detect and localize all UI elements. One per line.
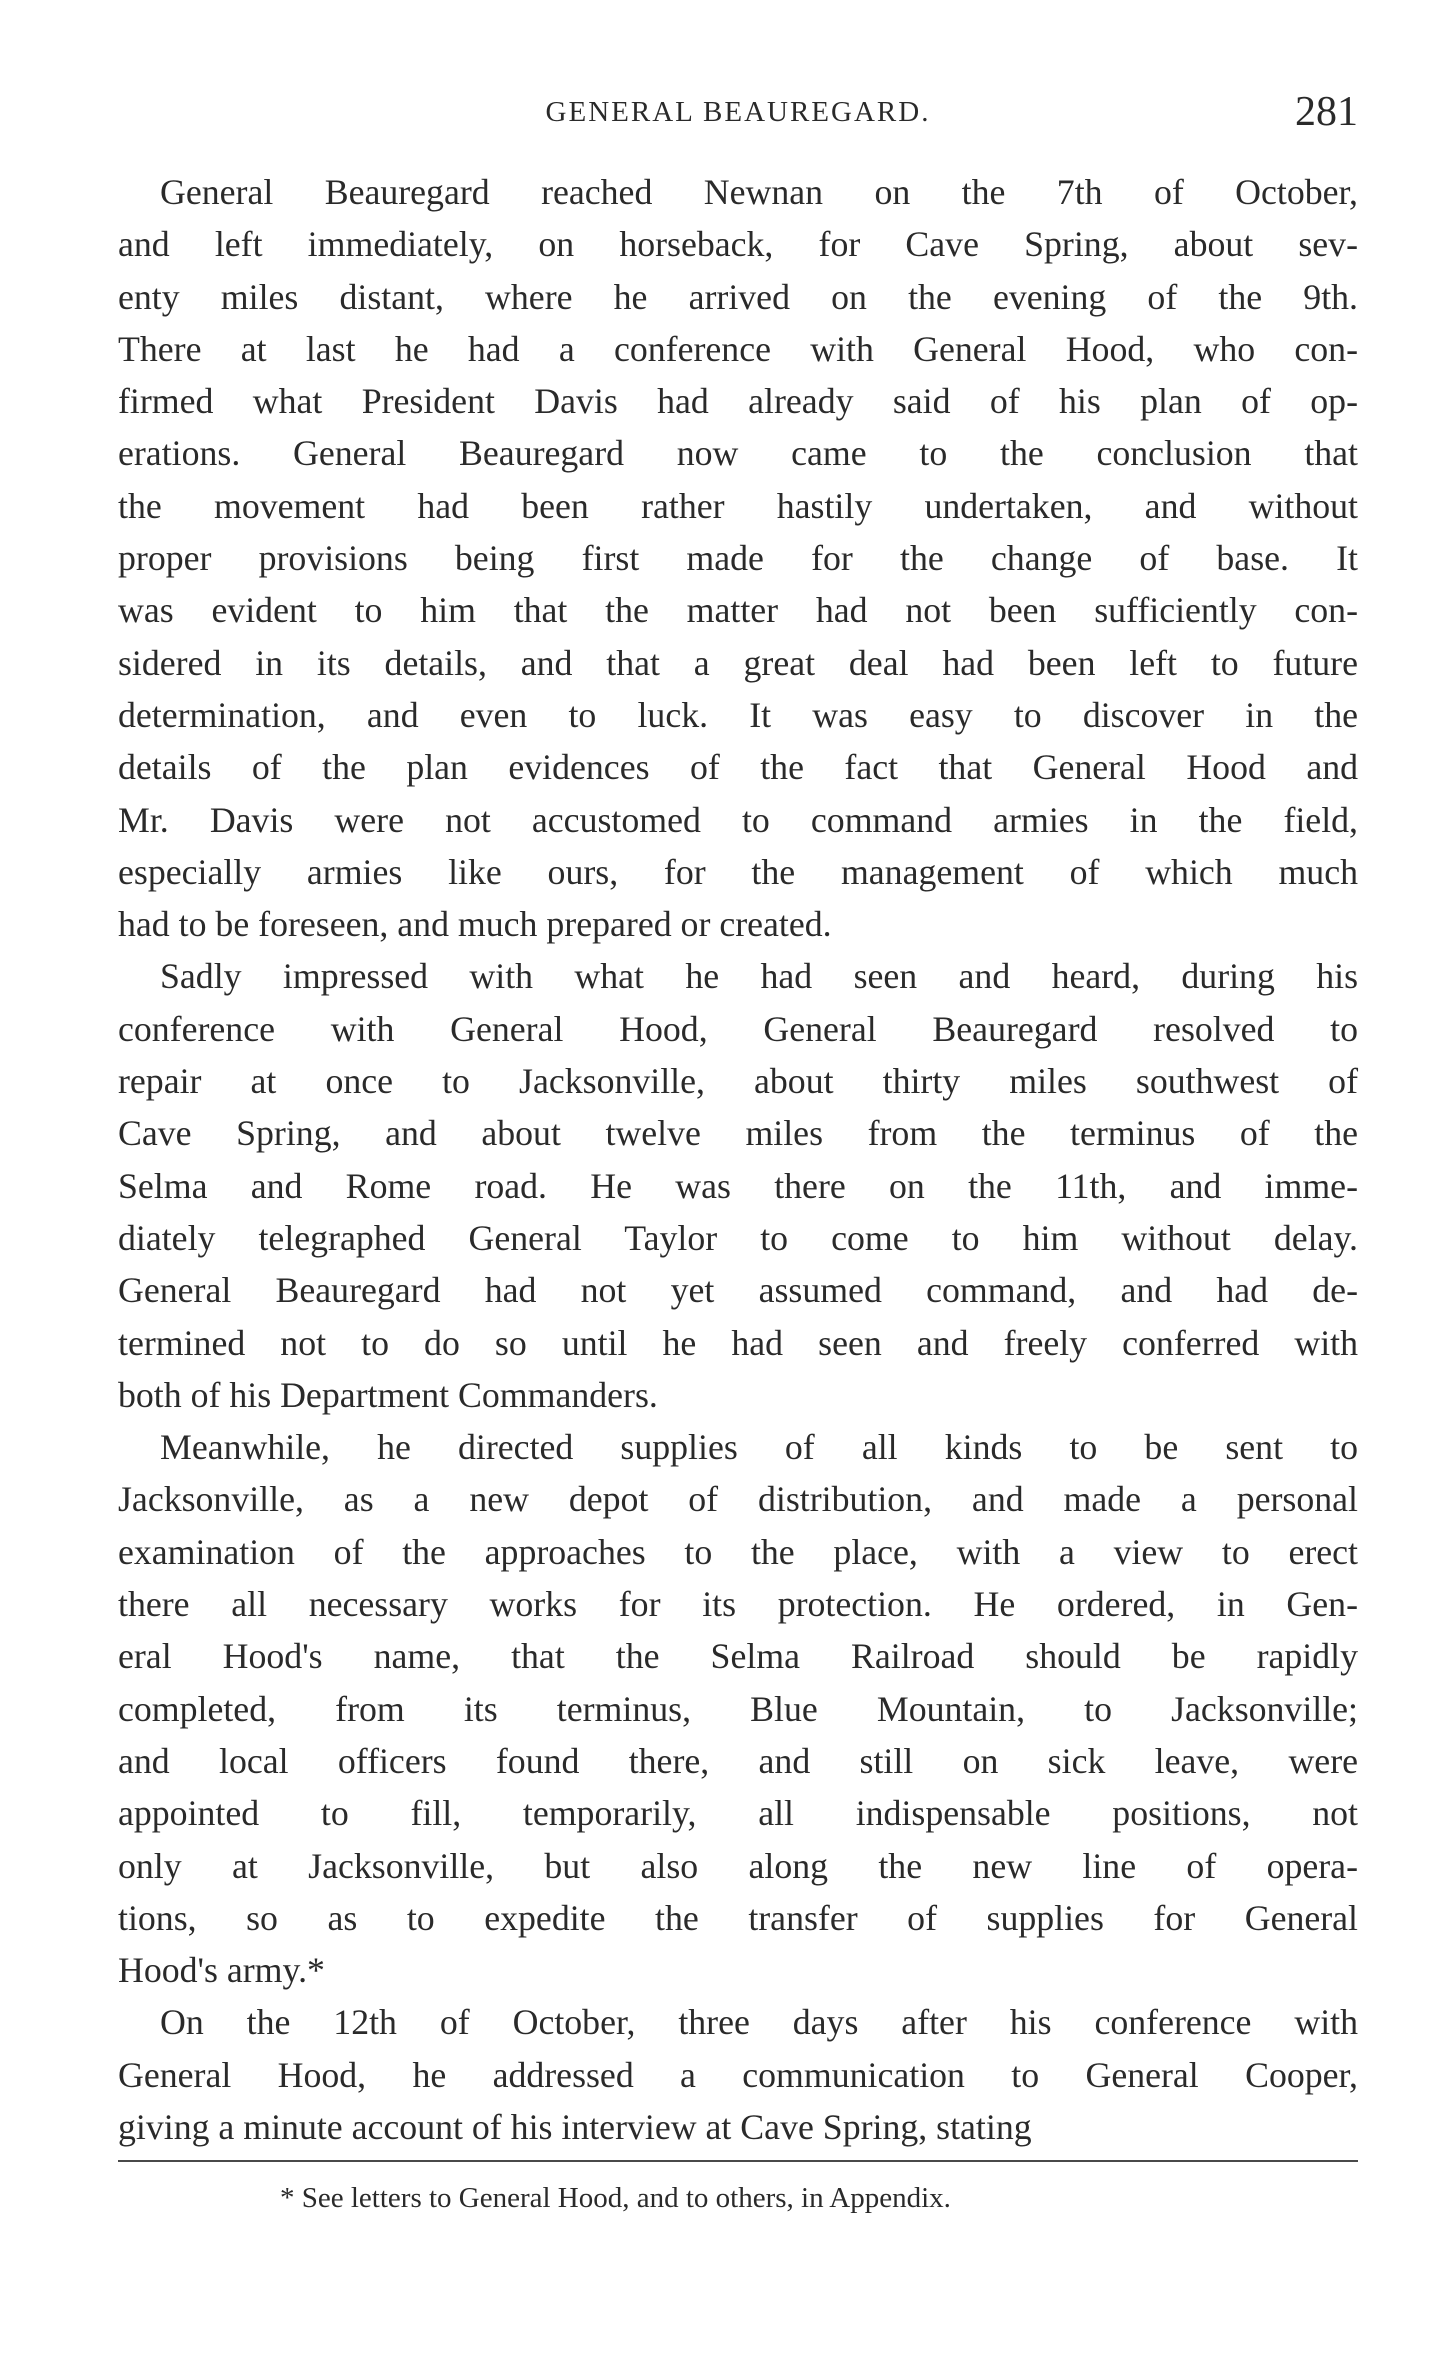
text-line: proper provisions being first made for the change of base. It	[118, 538, 1358, 579]
text-line: General Beauregard had not yet assumed command, and had de-	[118, 1270, 1358, 1311]
text-line: Selma and Rome road. He was there on the 11th, and imme-	[118, 1165, 1358, 1206]
text-line: only at Jacksonville, but also along the new line of opera-	[118, 1845, 1358, 1886]
text-line: Jacksonville, as a new depot of distribution, and made a personal	[118, 1479, 1358, 1520]
text-line: completed, from its terminus, Blue Mountain, to Jacksonville;	[118, 1688, 1358, 1729]
running-title: GENERAL BEAUREGARD.	[545, 96, 931, 128]
text-line: eral Hood's name, that the Selma Railroad should be rapidly	[118, 1636, 1358, 1677]
text-line: There at last he had a conference with General Hood, who con-	[118, 328, 1358, 369]
text-line: General Beauregard reached Newnan on the 7th of October,	[160, 172, 1358, 212]
text-line: firmed what President Davis had already said of his plan of op-	[118, 381, 1358, 422]
text-line: Sadly impressed with what he had seen and heard, during his	[160, 956, 1358, 997]
text-line: repair at once to Jacksonville, about thirty miles southwest of	[118, 1061, 1358, 1102]
text-line: Mr. Davis were not accustomed to command armies in the field,	[118, 799, 1358, 840]
paragraph	[118, 166, 1358, 950]
paragraph	[118, 1421, 1358, 1996]
body-text	[118, 166, 1358, 2153]
text-line: examination of the approaches to the place, with a view to erect	[118, 1531, 1358, 1572]
text-line: General Hood, he addressed a communication to General Cooper,	[118, 2054, 1358, 2095]
text-line: determination, and even to luck. It was easy to discover in the	[118, 694, 1358, 735]
text-line: and left immediately, on horseback, for Cave Spring, about sev-	[118, 224, 1358, 265]
running-head	[118, 89, 1358, 140]
text-line: enty miles distant, where he arrived on the evening of the 9th.	[118, 276, 1358, 317]
text-line: diately telegraphed General Taylor to come to him without delay.	[118, 1217, 1358, 1258]
text-line: Cave Spring, and about twelve miles from the terminus of the	[118, 1113, 1358, 1154]
text-line: there all necessary works for its protection. He ordered, in Gen-	[118, 1584, 1358, 1625]
text-line: Meanwhile, he directed supplies of all kinds to be sent to	[160, 1427, 1358, 1468]
text-line: sidered in its details, and that a great deal had been left to future	[118, 642, 1358, 683]
text-line: and local officers found there, and still on sick leave, were	[118, 1740, 1358, 1781]
footnote: * See letters to General Hood, and to others, in Appendix.	[280, 2182, 951, 2214]
text-line: On the 12th of October, three days after his conference with	[160, 2002, 1358, 2043]
paragraph	[118, 1996, 1358, 2153]
page-number: 281	[1295, 89, 1358, 135]
text-line: details of the plan evidences of the fact that General Hood and	[118, 747, 1358, 788]
text-line: had to be foreseen, and much prepared or created.	[118, 904, 832, 945]
text-line: giving a minute account of his interview at Cave Spring, stating	[118, 2106, 1032, 2147]
text-line: tions, so as to expedite the transfer of supplies for General	[118, 1897, 1358, 1938]
paragraph	[118, 950, 1358, 1421]
text-line: Hood's army.*	[118, 1950, 325, 1991]
text-line: the movement had been rather hastily undertaken, and without	[118, 485, 1358, 526]
text-line: erations. General Beauregard now came to the conclusion that	[118, 433, 1358, 474]
footnote-divider	[118, 2160, 1358, 2162]
text-line: both of his Department Commanders.	[118, 1374, 658, 1415]
text-line: especially armies like ours, for the management of which much	[118, 851, 1358, 892]
text-line: conference with General Hood, General Beauregard resolved to	[118, 1008, 1358, 1049]
text-line: was evident to him that the matter had not been sufficiently con-	[118, 590, 1358, 631]
text-line: appointed to fill, temporarily, all indispensable positions, not	[118, 1793, 1358, 1834]
text-line: termined not to do so until he had seen and freely conferred with	[118, 1322, 1358, 1363]
